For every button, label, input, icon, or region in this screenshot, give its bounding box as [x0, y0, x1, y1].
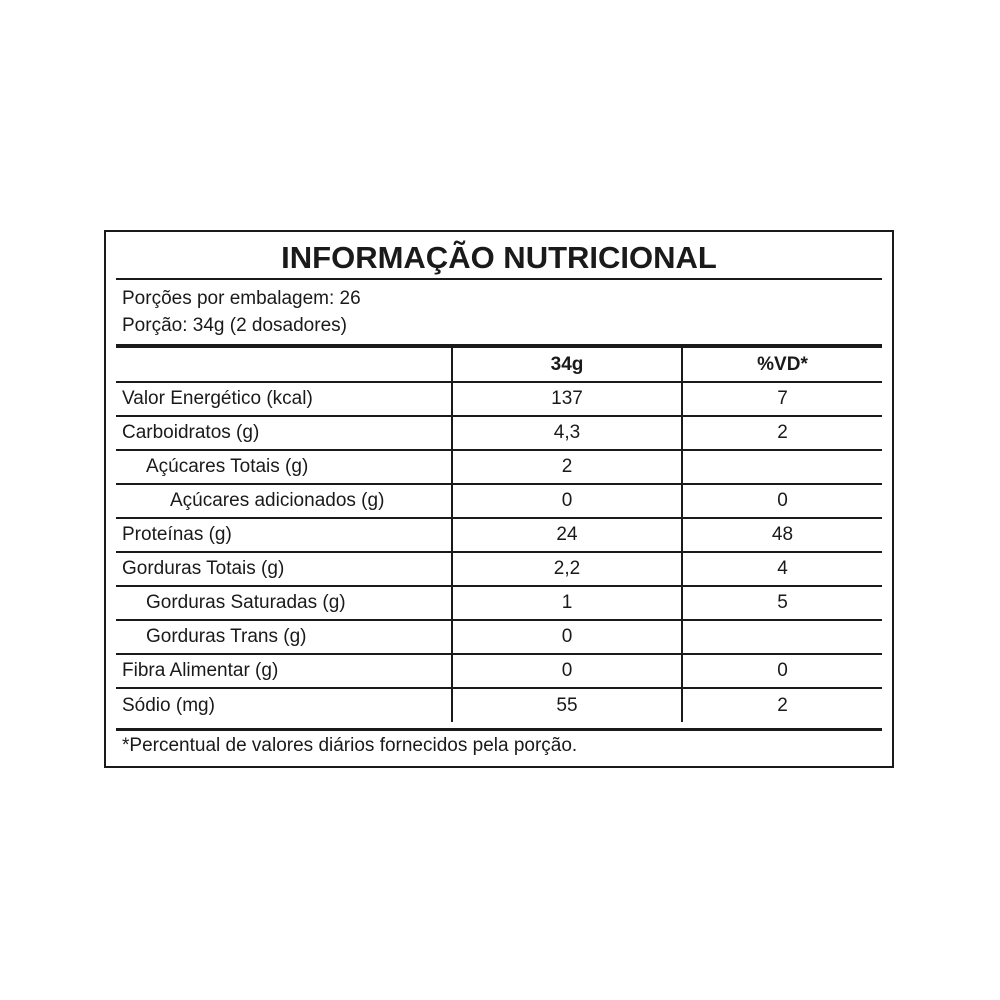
table-row	[116, 654, 882, 688]
nutrient-name: Gorduras Totais (g)	[116, 552, 452, 586]
serving-size: Porção: 34g (2 dosadores)	[122, 315, 347, 336]
table-row	[116, 552, 882, 586]
nutrient-daily-value: 4	[682, 552, 882, 586]
table-row	[116, 382, 882, 416]
nutrient-amount: 55	[452, 688, 682, 722]
table-row	[116, 416, 882, 450]
nutrient-amount: 24	[452, 518, 682, 552]
nutrient-amount: 2	[452, 450, 682, 484]
nutrient-amount: 0	[452, 484, 682, 518]
nutrition-table-body	[116, 382, 882, 722]
label-title: INFORMAÇÃO NUTRICIONAL	[281, 240, 717, 275]
nutrient-daily-value: 0	[682, 484, 882, 518]
nutrient-amount: 0	[452, 654, 682, 688]
column-header-amount: 34g	[452, 348, 682, 382]
nutrient-amount: 1	[452, 586, 682, 620]
nutrient-daily-value: 5	[682, 586, 882, 620]
table-row	[116, 688, 882, 722]
nutrient-name: Gorduras Saturadas (g)	[116, 586, 452, 620]
nutrient-daily-value	[682, 620, 882, 654]
nutrient-name: Carboidratos (g)	[116, 416, 452, 450]
table-row	[116, 586, 882, 620]
nutrition-table	[116, 348, 882, 722]
table-row	[116, 484, 882, 518]
nutrient-daily-value: 2	[682, 416, 882, 450]
nutrient-daily-value: 2	[682, 688, 882, 722]
table-row	[116, 518, 882, 552]
servings-per-package: Porções por embalagem: 26	[122, 288, 361, 309]
nutrient-daily-value: 48	[682, 518, 882, 552]
nutrient-name: Açúcares Totais (g)	[116, 450, 452, 484]
nutrient-daily-value	[682, 450, 882, 484]
column-header-nutrient	[116, 348, 452, 382]
footnote: *Percentual de valores diários fornecidos pela porção.	[122, 735, 578, 756]
nutrient-daily-value: 7	[682, 382, 882, 416]
nutrient-amount: 4,3	[452, 416, 682, 450]
table-row	[116, 450, 882, 484]
nutrient-daily-value: 0	[682, 654, 882, 688]
nutrient-name: Proteínas (g)	[116, 518, 452, 552]
nutrient-name: Sódio (mg)	[122, 694, 215, 716]
title-divider	[116, 278, 882, 280]
nutrient-amount: 0	[452, 620, 682, 654]
nutrition-facts-panel	[104, 230, 894, 768]
column-header-daily-value: %VD*	[682, 348, 882, 382]
nutrient-name: Fibra Alimentar (g)	[116, 654, 452, 688]
nutrient-name: Açúcares adicionados (g)	[116, 484, 452, 518]
table-header-row	[116, 348, 882, 382]
nutrient-amount: 2,2	[452, 552, 682, 586]
nutrient-name: Gorduras Trans (g)	[116, 620, 452, 654]
footer-divider	[116, 728, 882, 731]
nutrient-name: Valor Energético (kcal)	[116, 382, 452, 416]
table-row	[116, 620, 882, 654]
nutrient-amount: 137	[452, 382, 682, 416]
